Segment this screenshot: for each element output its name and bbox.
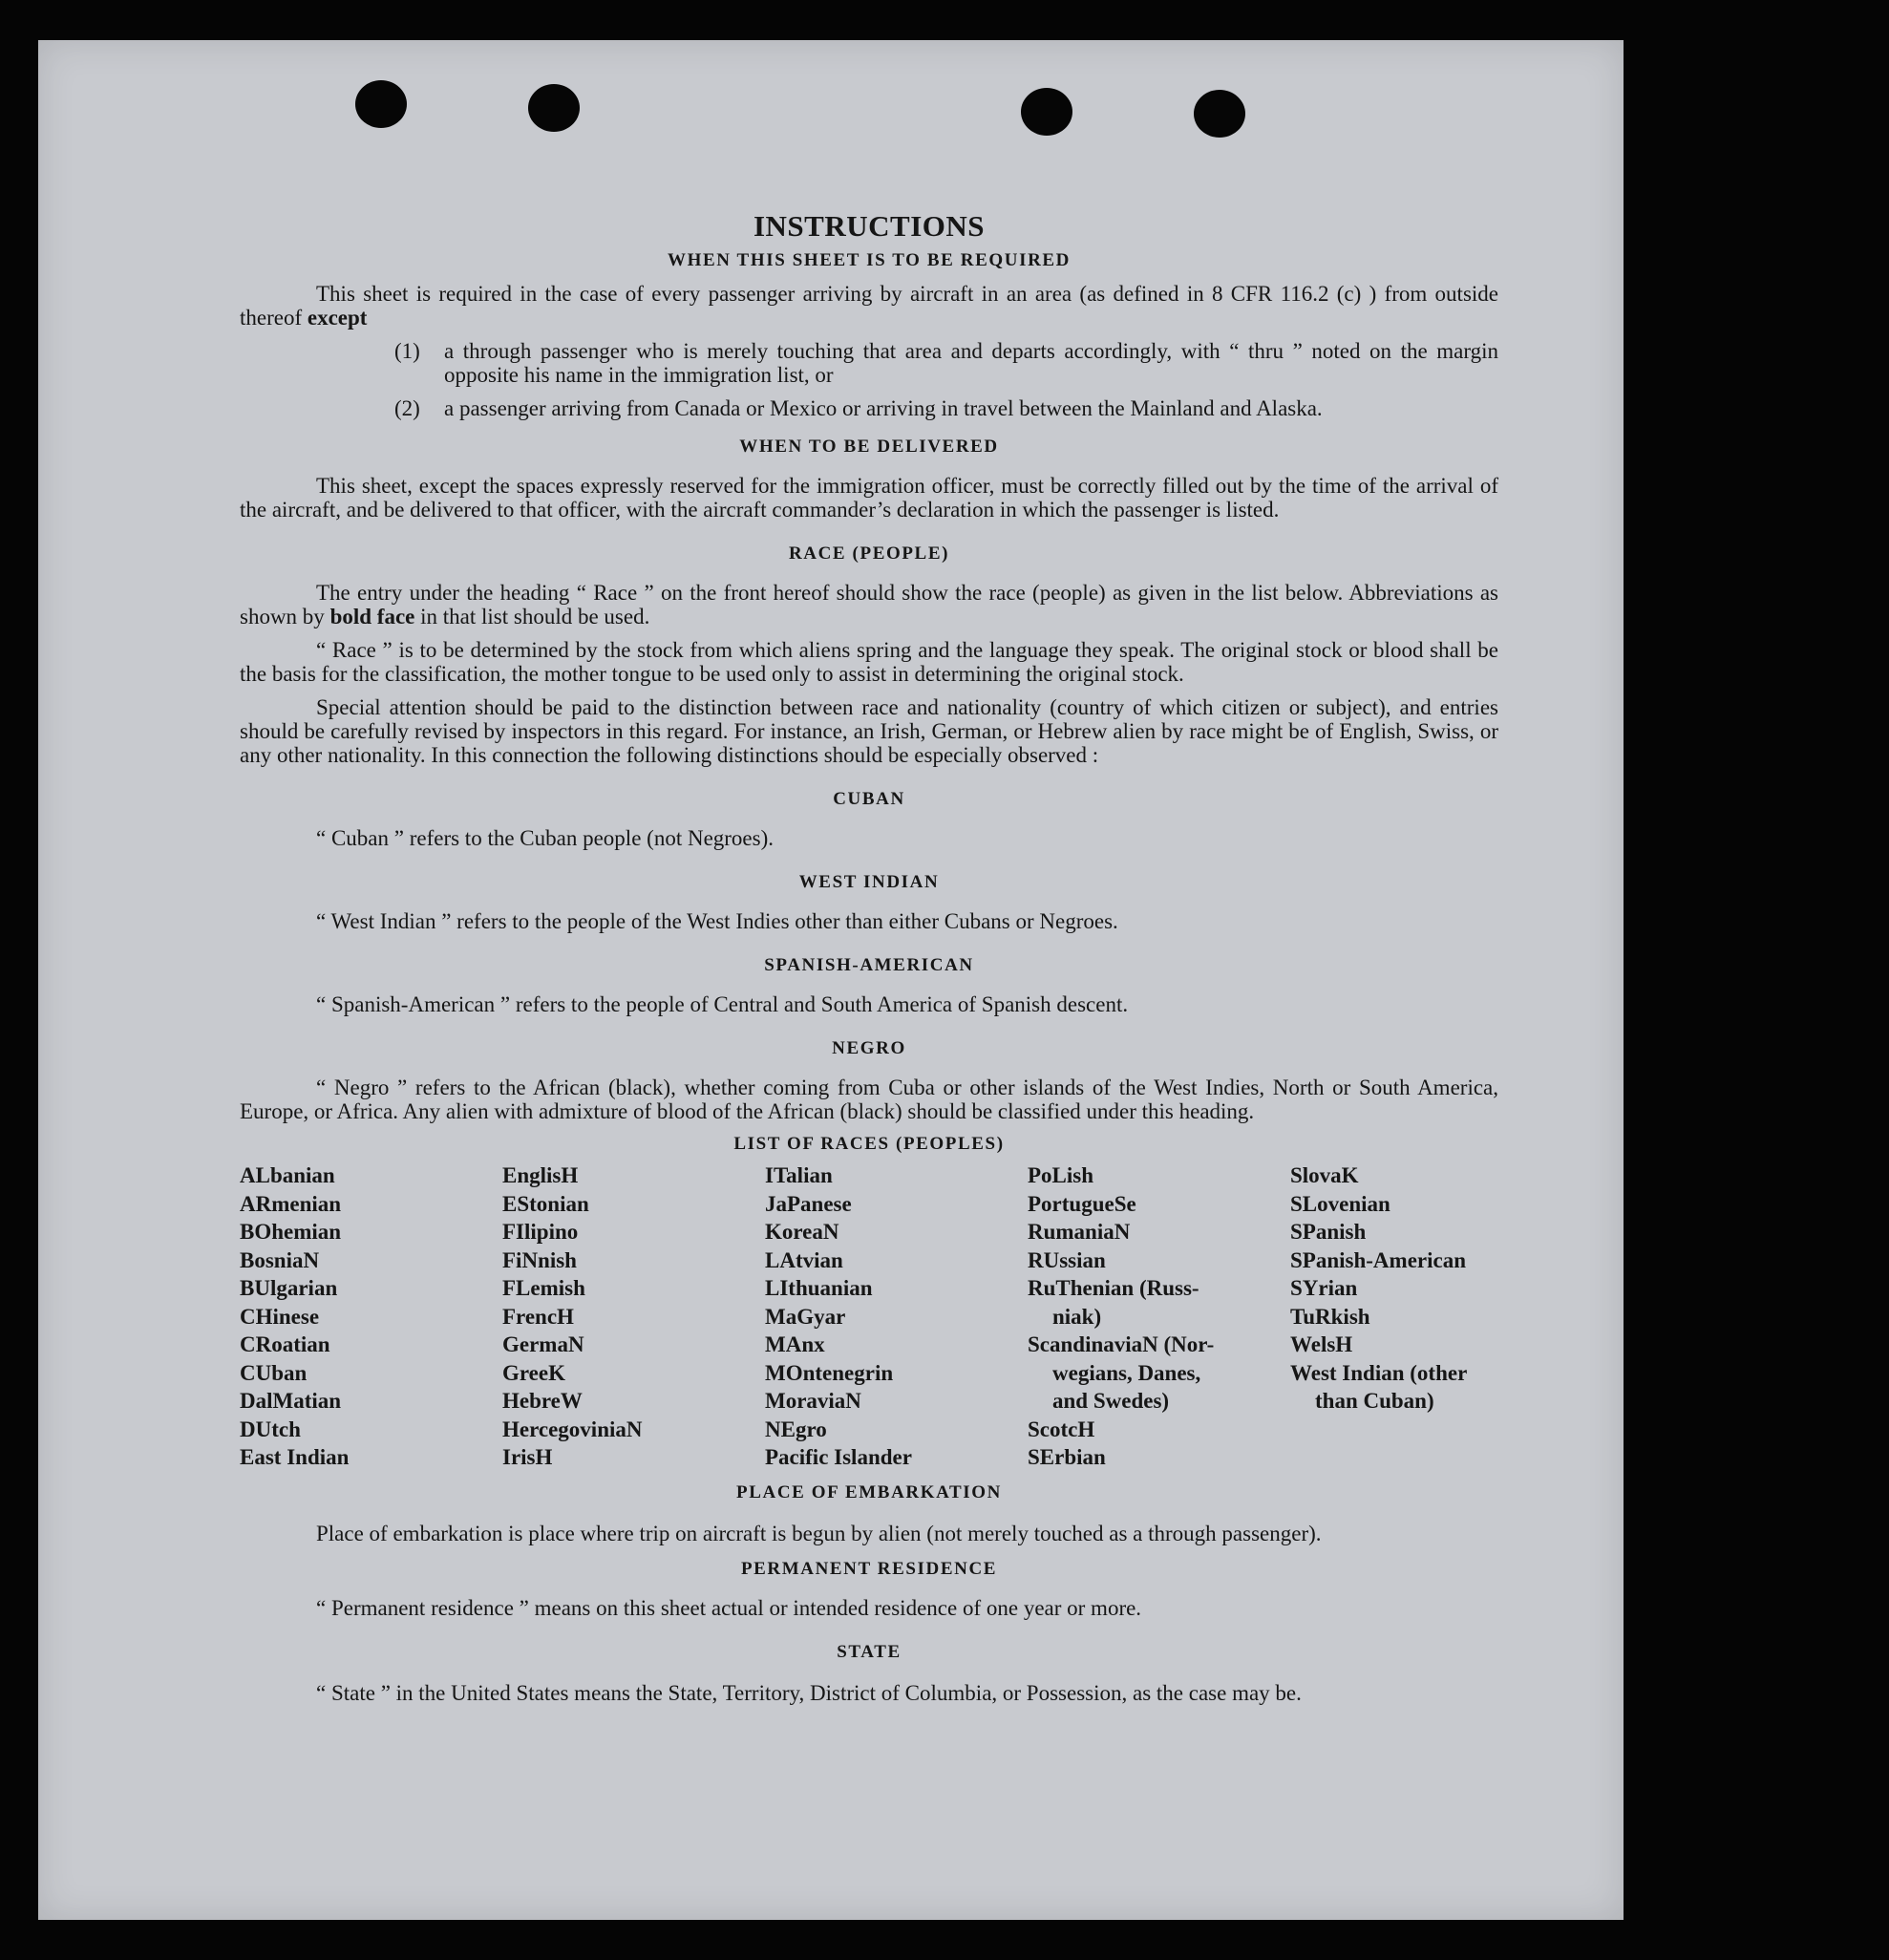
section-heading-west-indian: WEST INDIAN <box>798 872 940 892</box>
race-item: FIlipino <box>502 1220 579 1244</box>
exception-item-2: (2) a passenger arriving from Canada or Mexico or arriving in travel between the Mainland and Alaska. <box>394 396 1323 420</box>
instructions-content <box>240 209 1498 1708</box>
race-list <box>240 1161 1498 1472</box>
race-item-continuation: niak) <box>1052 1304 1102 1329</box>
section-heading-delivered: WHEN TO BE DELIVERED <box>739 437 999 457</box>
race-item: ScandinaviaN (Nor- <box>1028 1332 1215 1356</box>
section-heading-cuban: CUBAN <box>833 789 905 809</box>
race-item: KoreaN <box>765 1220 839 1244</box>
race-item: MAnx <box>765 1332 825 1356</box>
section-heading-negro: NEGRO <box>832 1038 906 1058</box>
race-item: GreeK <box>502 1360 565 1385</box>
race-list-column-3 <box>765 1161 1028 1472</box>
except-emphasis: except <box>307 306 368 330</box>
cuban-text: “ Cuban ” refers to the Cuban people (not Negroes). <box>316 826 775 850</box>
section-heading-required: WHEN THIS SHEET IS TO BE REQUIRED <box>667 250 1072 270</box>
race-item: BUlgarian <box>240 1276 338 1300</box>
race-paragraph-2: “ Race ” is to be determined by the stock from which aliens spring and the language they speak. The original stock or blood shall be the basis for the classification, the mother tongue to be used only to assist in determining the original stock. <box>240 638 1498 686</box>
race-item: CRoatian <box>240 1332 330 1356</box>
section-heading-embarkation: PLACE OF EMBARKATION <box>736 1481 1002 1502</box>
race-item: BosniaN <box>240 1247 320 1272</box>
section-heading-residence: PERMANENT RESIDENCE <box>740 1558 998 1579</box>
race-item: CUban <box>240 1360 308 1385</box>
race-item: DalMatian <box>240 1389 342 1413</box>
race-item: WelsH <box>1290 1332 1353 1356</box>
race-item: BOhemian <box>240 1220 342 1244</box>
race-item: ScotcH <box>1028 1417 1095 1441</box>
race-item: DUtch <box>240 1417 301 1441</box>
section-heading-spanish-american: SPANISH-AMERICAN <box>764 955 974 975</box>
race-item: JaPanese <box>765 1191 852 1216</box>
race-item-continuation: than Cuban) <box>1315 1389 1434 1413</box>
spanish-american-text: “ Spanish-American ” refers to the people of Central and South America of Spanish descent. <box>316 992 1129 1016</box>
race-item: MaGyar <box>765 1304 846 1329</box>
race-item: SLovenian <box>1290 1191 1390 1216</box>
race-item: Pacific Islander <box>765 1445 912 1469</box>
section-heading-state: STATE <box>837 1641 902 1662</box>
race-item: RuThenian (Russ- <box>1028 1276 1199 1300</box>
punch-hole <box>355 80 407 128</box>
race-item: ITalian <box>765 1163 833 1187</box>
race-item: FrencH <box>502 1304 574 1329</box>
exception-item-1: (1) a through passenger who is merely touching that area and departs accordingly, with “ thru ” noted on the margin opposite his name in the immigration list, or <box>394 339 1498 387</box>
race-item: SlovaK <box>1290 1163 1359 1187</box>
race-item: LAtvian <box>765 1247 843 1272</box>
race-paragraph-1: The entry under the heading “ Race ” on the front hereof should show the race (people) as given in the list below. Abbreviations as shown by bold face in that list should be used. <box>240 581 1498 628</box>
punch-hole <box>528 84 580 132</box>
race-item: East Indian <box>240 1445 350 1469</box>
race-item: CHinese <box>240 1304 320 1329</box>
race-item: ALbanian <box>240 1163 335 1187</box>
race-item: HercegoviniaN <box>502 1417 643 1441</box>
race-item: IrisH <box>502 1445 553 1469</box>
race-item: RumaniaN <box>1028 1220 1131 1244</box>
race-item: MoraviaN <box>765 1389 861 1413</box>
section-heading-race: RACE (PEOPLE) <box>788 543 950 564</box>
race-item: SYrian <box>1290 1276 1358 1300</box>
race-item: EStonian <box>502 1191 589 1216</box>
document-page <box>38 40 1624 1920</box>
residence-text: “ Permanent residence ” means on this sheet actual or intended residence of one year or more. <box>316 1595 1142 1620</box>
negro-text: “ Negro ” refers to the African (black), whether coming from Cuba or other islands of the West Indies, North or South America, Europe, or Africa. Any alien with admixture of blood of the African (black) should be classified under this heading. <box>240 1076 1498 1123</box>
race-list-column-4 <box>1028 1161 1290 1472</box>
race-item: ARmenian <box>240 1191 342 1216</box>
race-item: EnglisH <box>502 1163 579 1187</box>
race-item: SPanish-American <box>1290 1247 1466 1272</box>
delivered-text: This sheet, except the spaces expressly reserved for the immigration officer, must be correctly filled out by the time of the arrival of the aircraft, and be delivered to that officer, with the aircraft commander’s declaration in which the passenger is listed. <box>240 474 1498 522</box>
page-title: INSTRUCTIONS <box>753 209 985 243</box>
race-paragraph-3: Special attention should be paid to the distinction between race and nationality (country of which citizen or subject), and entries should be carefully revised by inspectors in this regard. For instance, an Irish, German, or Hebrew alien by race might be of English, Swiss, or any other nationality. In this connection the following distinctions should be especially observed : <box>240 695 1498 767</box>
race-item-continuation: and Swedes) <box>1052 1389 1170 1413</box>
embarkation-text: Place of embarkation is place where trip on aircraft is begun by alien (not merely touched as a through passenger). <box>316 1521 1322 1545</box>
race-item: SPanish <box>1290 1220 1367 1244</box>
west-indian-text: “ West Indian ” refers to the people of the West Indies other than either Cubans or Negroes. <box>316 909 1118 933</box>
race-item: PoLish <box>1028 1163 1094 1187</box>
race-list-column-5 <box>1290 1161 1498 1472</box>
race-item: NEgro <box>765 1417 827 1441</box>
race-list-column-2 <box>502 1161 765 1472</box>
race-item: MOntenegrin <box>765 1360 894 1385</box>
race-list-column-1 <box>240 1161 502 1472</box>
state-text: “ State ” in the United States means the State, Territory, District of Columbia, or Possession, as the case may be. <box>316 1680 1302 1705</box>
race-item: PortugueSe <box>1028 1191 1136 1216</box>
race-item: GermaN <box>502 1332 584 1356</box>
punch-hole <box>1021 88 1072 136</box>
race-item-continuation: wegians, Danes, <box>1052 1360 1201 1385</box>
race-item: RUssian <box>1028 1247 1106 1272</box>
race-item: HebreW <box>502 1389 583 1413</box>
race-item: SErbian <box>1028 1445 1106 1469</box>
punch-hole <box>1194 90 1245 138</box>
race-item: West Indian (other <box>1290 1360 1468 1385</box>
race-item: FiNnish <box>502 1247 577 1272</box>
race-item: FLemish <box>502 1276 585 1300</box>
race-item: TuRkish <box>1290 1304 1370 1329</box>
section-heading-race-list: LIST OF RACES (PEOPLES) <box>733 1134 1005 1154</box>
required-intro: This sheet is required in the case of every passenger arriving by aircraft in an area (as defined in 8 CFR 116.2 (c) ) from outside thereof except <box>240 282 1498 330</box>
race-item: LIthuanian <box>765 1276 873 1300</box>
